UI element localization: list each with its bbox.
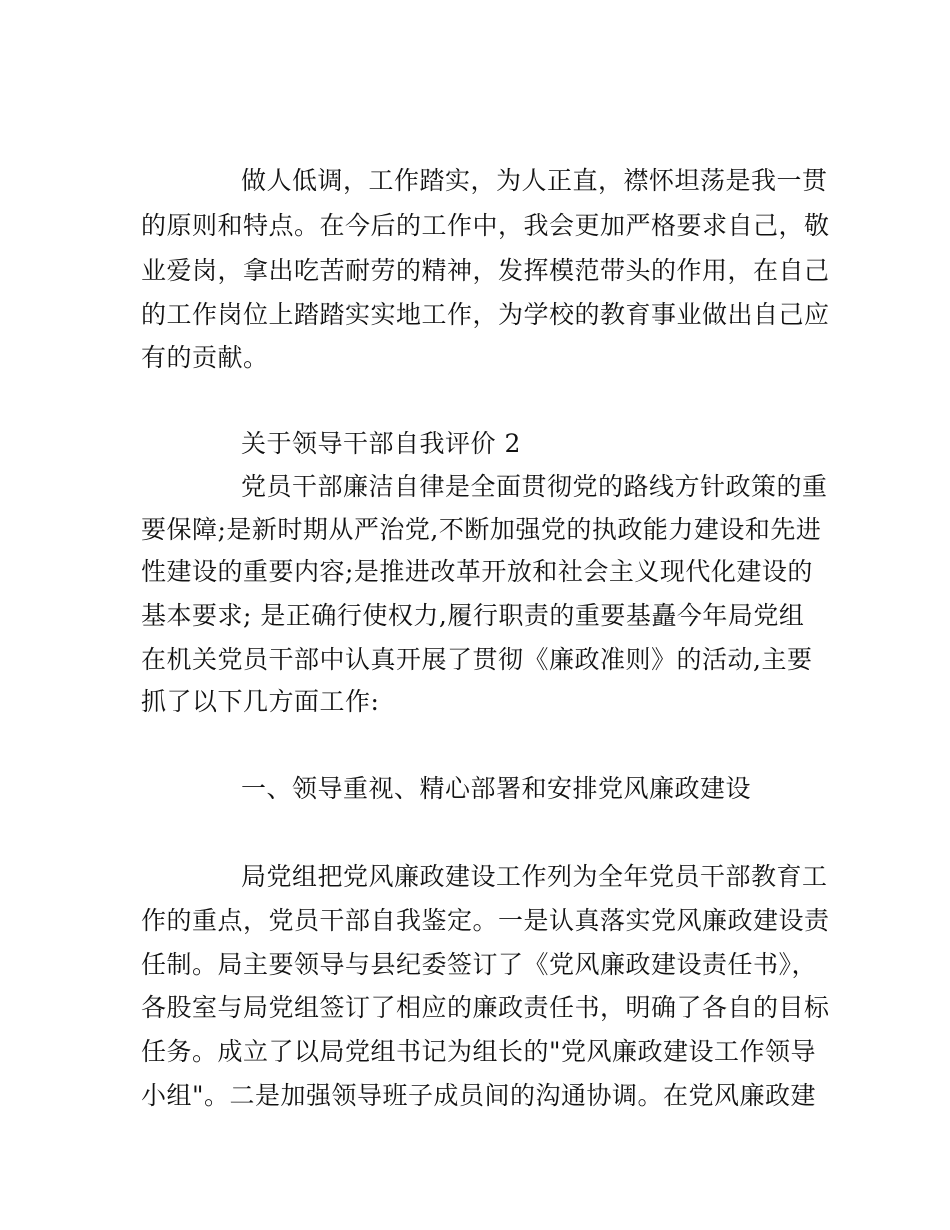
paragraph-3-line-3: 任制。局主要领导与县纪委签订了《党风廉政建设责任书》， bbox=[141, 950, 818, 979]
paragraph-3-line-1: 局党组把党风廉政建设工作列为全年党员干部教育工 bbox=[241, 862, 828, 891]
paragraph-2-line-5: 在机关党员干部中认真开展了贯彻《廉政准则》的活动,主要 bbox=[141, 645, 813, 674]
paragraph-3-line-5: 任务。成立了以局党组书记为组长的"党风廉政建设工作领导 bbox=[141, 1037, 817, 1066]
paragraph-2-line-1: 党员干部廉洁自律是全面贯彻党的路线方针政策的重 bbox=[241, 472, 828, 501]
paragraph-1-line-3: 业爱岗，拿出吃苦耐劳的精神，发挥模范带头的作用，在自己 bbox=[141, 256, 830, 285]
paragraph-3-line-6: 小组"。二是加强领导班子成员间的沟通协调。在党风廉政建 bbox=[141, 1081, 817, 1110]
paragraph-1-line-5: 有的贡献。 bbox=[141, 343, 269, 372]
paragraph-1-line-2: 的原则和特点。在今后的工作中，我会更加严格要求自己，敬 bbox=[141, 211, 830, 240]
section-1-title: 一、领导重视、精心部署和安排党风廉政建设 bbox=[241, 774, 752, 803]
section-heading: 关于领导干部自我评价 2 bbox=[241, 429, 521, 458]
paragraph-2-line-3: 性建设的重要内容;是推进改革开放和社会主义现代化建设的 bbox=[141, 557, 813, 586]
paragraph-3-line-2: 作的重点，党员干部自我鉴定。一是认真落实党风廉政建设责 bbox=[141, 906, 830, 935]
paragraph-2-line-6: 抓了以下几方面工作: bbox=[141, 687, 380, 716]
paragraph-3-line-4: 各股室与局党组签订了相应的廉政责任书，明确了各自的目标 bbox=[141, 993, 830, 1022]
paragraph-1-line-4: 的工作岗位上踏踏实实地工作，为学校的教育事业做出自己应 bbox=[141, 300, 830, 329]
paragraph-1-line-1: 做人低调，工作踏实，为人正直，襟怀坦荡是我一贯 bbox=[241, 166, 828, 195]
paragraph-2-line-2: 要保障;是新时期从严治党,不断加强党的执政能力建设和先进 bbox=[141, 515, 822, 544]
paragraph-2-line-4: 基本要求; 是正确行使权力,履行职责的重要基矗今年局党组 bbox=[141, 601, 805, 630]
